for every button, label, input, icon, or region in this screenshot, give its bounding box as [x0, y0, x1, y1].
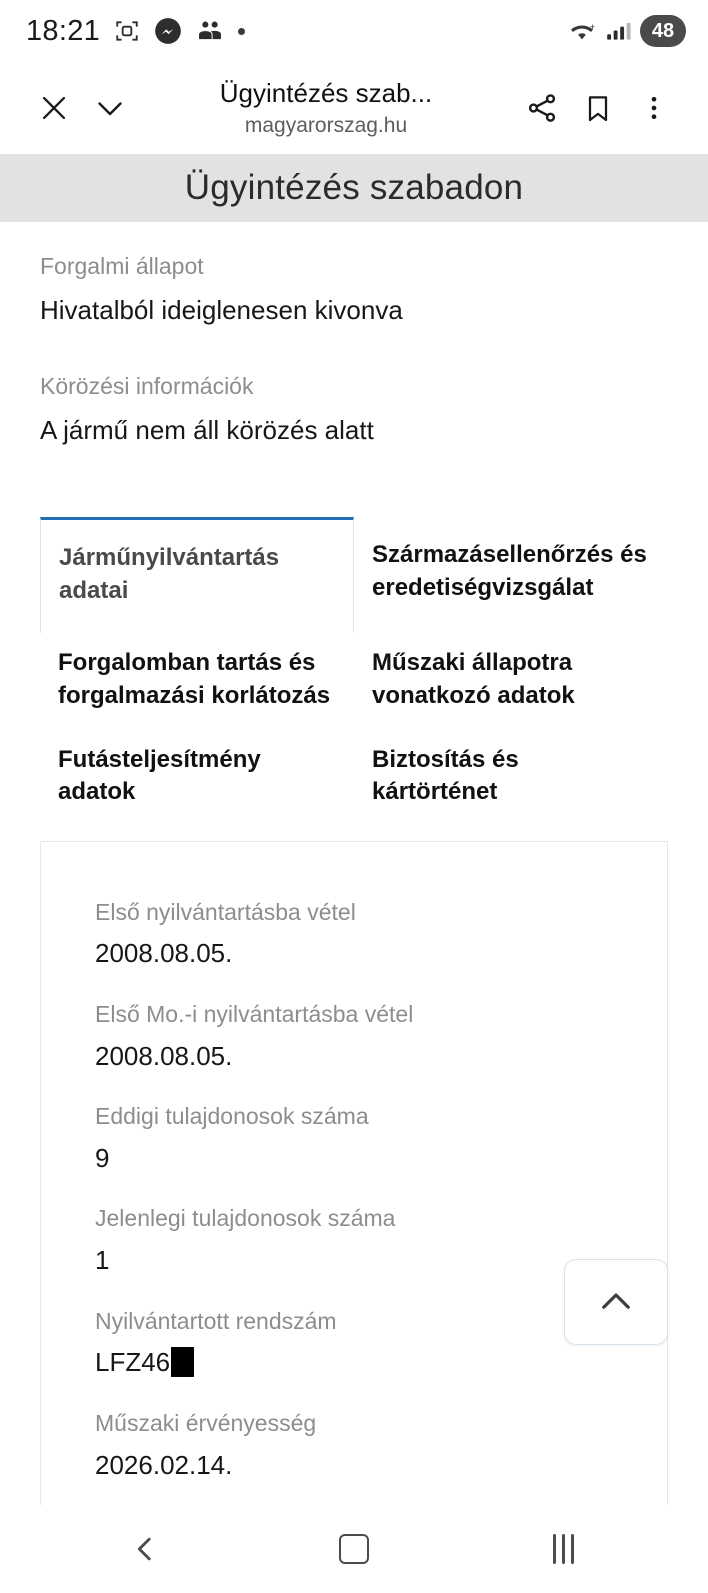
bookmark-icon[interactable] — [570, 80, 626, 136]
redaction-block — [171, 1347, 194, 1377]
detail-value: 2026.02.14. — [95, 1449, 233, 1480]
field-value: Hivatalból ideiglenesen kivonva — [40, 294, 403, 325]
android-nav-bar — [0, 1505, 708, 1593]
site-banner-title: Ügyintézés szabadon — [184, 168, 524, 207]
tab-futasteljesitmeny[interactable]: Futásteljesítmény adatok — [58, 745, 261, 806]
status-clock: 18:21 — [26, 14, 101, 47]
tab-forgalomban-tartas[interactable]: Forgalomban tartás és forgalmazási korlátozás — [58, 649, 331, 709]
field-korozesi-informaciok — [40, 372, 668, 448]
wifi-icon — [568, 19, 596, 43]
share-icon[interactable] — [514, 80, 570, 136]
dot-icon — [238, 28, 245, 35]
status-bar-right — [568, 15, 686, 47]
status-bar — [0, 0, 708, 62]
tab-szarmazasellenorzes[interactable]: Származásellenőrzés és eredetiségvizsgálat — [372, 541, 647, 601]
tab-biztositas-kartortenet[interactable]: Biztosítás és kártörténet — [372, 745, 519, 806]
detail-row — [95, 1204, 613, 1276]
signal-icon — [605, 19, 631, 43]
page-domain: magyarorszag.hu — [244, 113, 408, 137]
back-icon[interactable] — [85, 1519, 205, 1579]
detail-row-rendszam — [95, 1307, 613, 1379]
recents-icon[interactable] — [503, 1519, 623, 1579]
detail-row — [95, 898, 613, 970]
detail-label: Első nyilvántartásba vétel — [95, 898, 356, 925]
status-bar-left — [26, 15, 245, 48]
details-card — [40, 841, 668, 1506]
tab-bar-row-2[interactable] — [40, 633, 668, 722]
tab-bar-row-3[interactable] — [40, 722, 668, 819]
field-value: A jármű nem áll körözés alatt — [40, 414, 374, 445]
detail-label: Első Mo.-i nyilvántartásba vétel — [95, 1000, 414, 1027]
detail-row — [95, 1102, 613, 1174]
svg-text:+: + — [589, 21, 596, 32]
detail-value: 2008.08.05. — [95, 938, 233, 969]
browser-appbar — [0, 62, 708, 154]
detail-label: Nyilvántartott rendszám — [95, 1307, 337, 1334]
detail-value-wrapper — [95, 1346, 613, 1379]
detail-label: Műszaki érvényesség — [95, 1409, 317, 1436]
field-label: Körözési információk — [40, 372, 254, 399]
tab-bar[interactable] — [40, 517, 668, 633]
contacts-icon — [196, 17, 224, 45]
page-content[interactable] — [0, 222, 708, 1505]
tab-jarmunyilvantartas-adatai[interactable]: Járműnyilvántartás adatai — [40, 517, 354, 633]
detail-value: 2008.08.05. — [95, 1040, 233, 1071]
chevron-down-icon[interactable] — [82, 80, 138, 136]
tab-muszaki-allapot[interactable]: Műszaki állapotra vonatkozó adatok — [372, 649, 575, 709]
detail-label: Jelenlegi tulajdonosok száma — [95, 1205, 396, 1232]
page-title: Ügyintézés szab... — [219, 78, 433, 109]
home-icon[interactable] — [294, 1519, 414, 1579]
field-forgalmi-allapot — [40, 252, 668, 328]
detail-value: LFZ46 — [95, 1347, 171, 1378]
screenshot-icon — [114, 18, 140, 44]
battery-indicator: 48 — [640, 15, 686, 47]
site-banner — [0, 154, 708, 222]
detail-row — [95, 1409, 613, 1481]
overflow-menu-icon[interactable] — [626, 80, 682, 136]
detail-row — [95, 1000, 613, 1072]
detail-label: Eddigi tulajdonosok száma — [95, 1103, 369, 1130]
messenger-icon — [154, 17, 182, 45]
close-icon[interactable] — [26, 80, 82, 136]
detail-value: 1 — [95, 1245, 110, 1276]
page-title-block[interactable] — [138, 79, 514, 136]
scroll-to-top-button[interactable] — [564, 1259, 668, 1345]
detail-value: 9 — [95, 1142, 110, 1173]
field-label: Forgalmi állapot — [40, 253, 204, 279]
